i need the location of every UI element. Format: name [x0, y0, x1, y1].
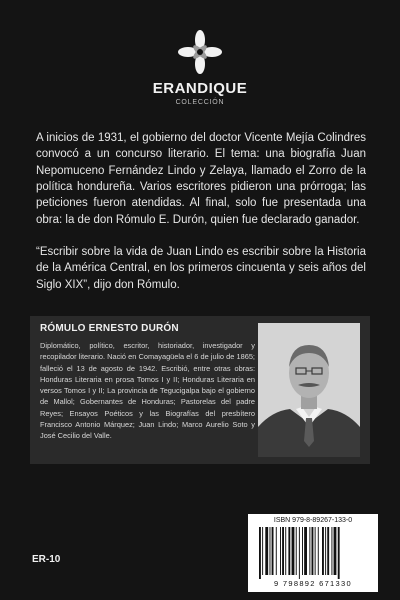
author-bio-panel: [30, 316, 370, 464]
isbn-label: ISBN 979-8-89267-133-0: [273, 517, 353, 524]
author-bio-text: Diplomático, político, escritor, historiador, investigador y recopilador literario. Nació en Comayagüela el 6 de julio de 1865; falleció el 13 de agosto de 1942. Escribió, entre otras obras: Honduras Literaria en prosa Tomos I y II; Honduras Literaria en versos Tomos I y II; La provincia de Tegucigalpa bajo el gobierno de Mallol; Gobernantes de Honduras; Pastorelas del padre Reyes; Ensayos Poéticos y las Biografías del presbítero Francisco Antonio Márquez; Juan Lindo; Marco Aurelio Soto y José Cecilio del Valle.: [40, 341, 255, 440]
author-portrait: [258, 323, 360, 457]
author-name: RÓMULO ERNESTO DURÓN: [40, 323, 179, 334]
brand-name: ERANDIQUE: [152, 80, 248, 97]
back-cover-blurb: [36, 130, 366, 309]
blurb-paragraph-2: “Escribir sobre la vida de Juan Lindo es escribir sobre la Historia de la América Central, en los primeros cincuenta y seis años del Siglo XIX”, dijo don Rómulo.: [36, 245, 366, 291]
brand-subtitle: COLECCIÓN: [175, 99, 225, 106]
isbn-barcode: [248, 514, 378, 592]
series-code: ER-10: [32, 554, 61, 565]
barcode-bars: [258, 527, 368, 579]
barcode-digits: 9 798892 671330: [274, 579, 352, 588]
blurb-paragraph-1: A inicios de 1931, el gobierno del doctor Vicente Mejía Colindres convocó a un concurso literario. El tema: una biografía Juan Nepomuceno Fernández Lindo y Zelaya, llamado el Zorro de la política hondureña. Varios escritores pidieron una prórroga; las peticiones fueron atendidas. Al final, solo fue presentada una obra: la de don Rómulo E. Durón, quien fue declarado ganador.: [36, 132, 366, 226]
portrait-illustration: [258, 323, 360, 457]
publisher-logo: [0, 30, 400, 106]
flower-logo-icon: [178, 30, 222, 74]
